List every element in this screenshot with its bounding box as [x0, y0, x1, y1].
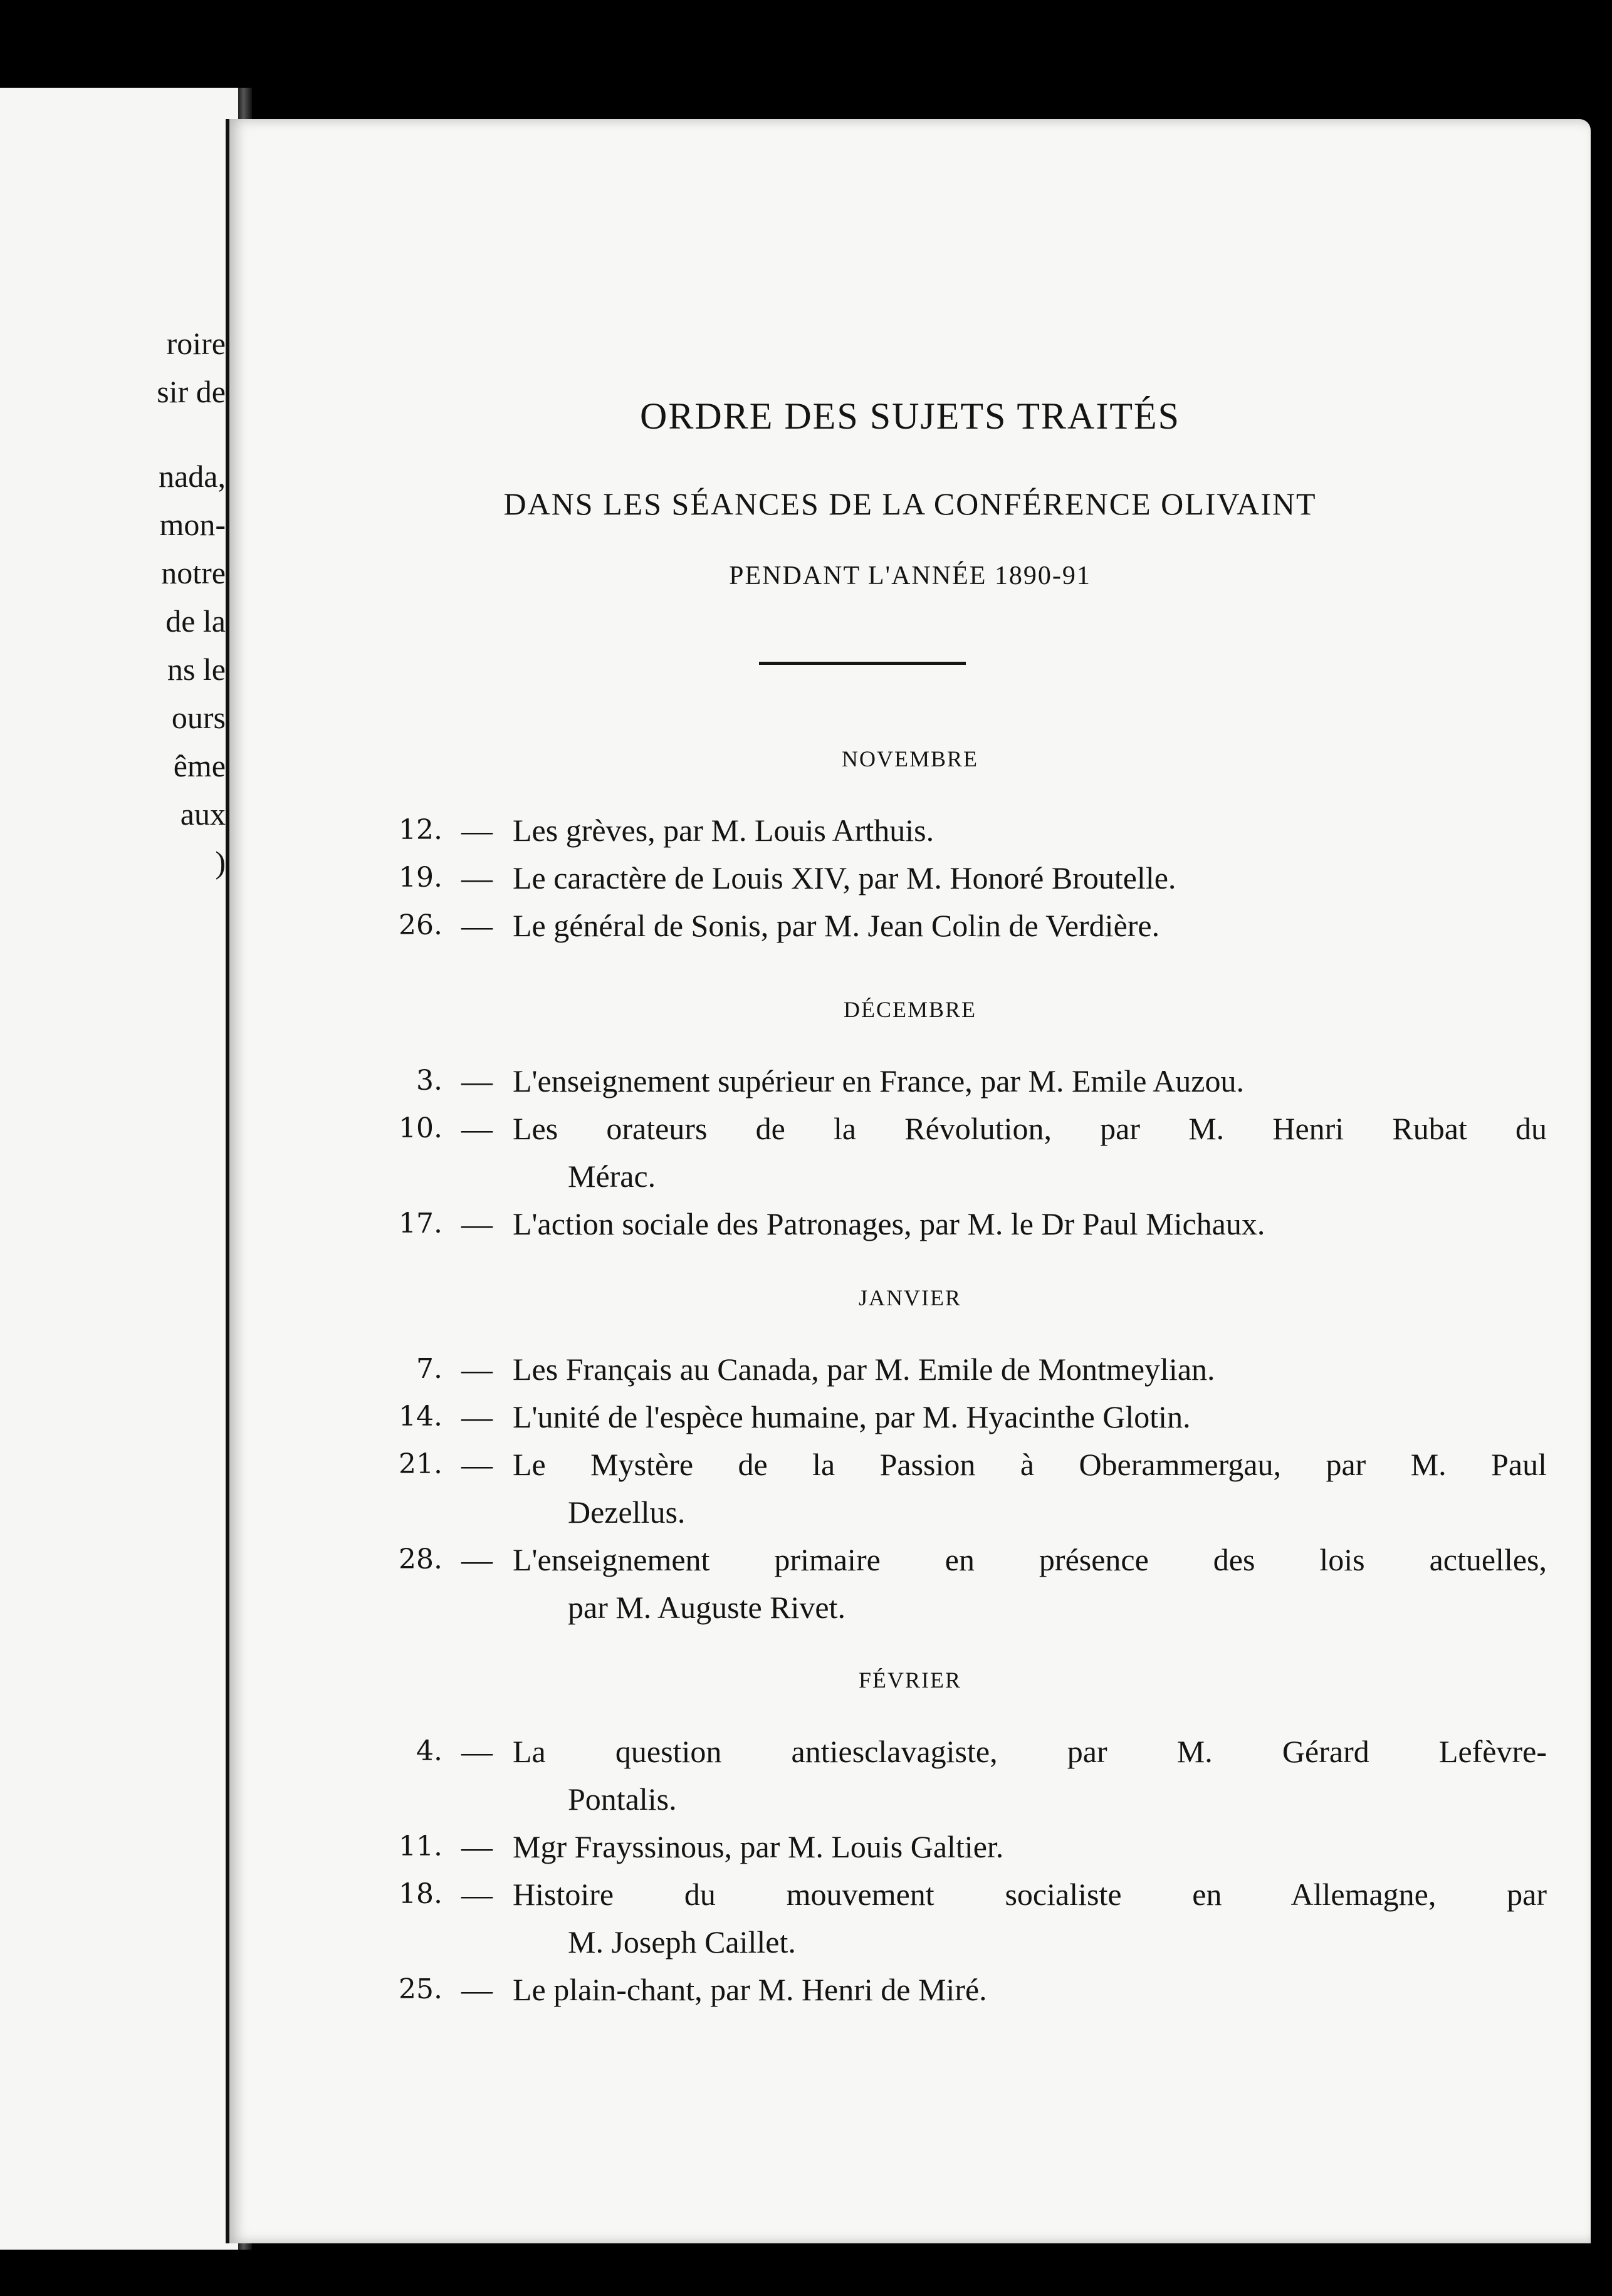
entry-dash: — — [461, 860, 493, 895]
entry-dash: — — [461, 1206, 493, 1241]
entry-dash: — — [461, 813, 493, 848]
entry-text: L'enseignement supérieur en France, par M. Emile Auzou. — [513, 1063, 1244, 1098]
entry-day: 10. — [399, 1112, 442, 1144]
entry-dash: — — [461, 1829, 493, 1864]
entry-day: 18. — [399, 1878, 442, 1910]
entry-day: 17. — [399, 1208, 442, 1239]
section-month: DÉCEMBRE — [843, 997, 976, 1022]
entry-dash: — — [461, 1111, 493, 1146]
left-fragment: aux — [180, 796, 226, 832]
list-item — [229, 1395, 1591, 1439]
entry-day: 12. — [399, 814, 442, 846]
entry-day: 3. — [416, 1065, 442, 1097]
list-item — [229, 1730, 1591, 1773]
left-fragment: mon- — [159, 507, 226, 542]
list-item — [229, 1202, 1591, 1246]
list-item-continuation — [229, 1490, 1591, 1534]
entry-text: L'action sociale des Patronages, par M. le Dr Paul Michaux. — [513, 1206, 1265, 1241]
entry-day: 28. — [399, 1543, 442, 1575]
left-fragment: ours — [171, 700, 226, 735]
entry-dash: — — [461, 1063, 493, 1098]
left-page-text — [0, 320, 226, 887]
entry-text: Le plain-chant, par M. Henri de Miré. — [513, 1972, 987, 2007]
left-page — [0, 88, 238, 2250]
entry-day: 4. — [416, 1735, 442, 1767]
entry-text: L'enseignement primaire en présence des lois actuelles, — [513, 1542, 1547, 1577]
entry-day: 11. — [399, 1830, 442, 1862]
year-line: PENDANT L'ANNÉE 1890-91 — [729, 561, 1091, 590]
entry-text: Le Mystère de la Passion à Oberammergau, par M. Paul — [513, 1447, 1547, 1482]
entry-continuation: Mérac. — [568, 1159, 656, 1194]
entry-text: Le caractère de Louis XIV, par M. Honoré Broutelle. — [513, 860, 1176, 895]
left-fragment: notre — [161, 555, 226, 590]
entry-dash: — — [461, 1734, 493, 1769]
list-item — [229, 1107, 1591, 1151]
entry-text: Les grèves, par M. Louis Arthuis. — [513, 813, 934, 848]
list-item — [229, 1059, 1591, 1103]
entry-dash: — — [461, 1447, 493, 1482]
section-month: FÉVRIER — [858, 1667, 961, 1693]
section-month: NOVEMBRE — [841, 746, 978, 771]
entry-day: 25. — [399, 1973, 442, 2005]
entry-continuation: M. Joseph Caillet. — [568, 1924, 796, 1959]
left-fragment: roire — [166, 326, 226, 361]
entry-text: La question antiesclavagiste, par M. Gérard Lefèvre- — [513, 1734, 1547, 1769]
list-item — [229, 856, 1591, 900]
left-fragment: ême — [173, 748, 226, 783]
right-page — [226, 119, 1591, 2243]
entry-dash: — — [461, 1399, 493, 1434]
entry-day: 19. — [399, 862, 442, 894]
entry-text: Les orateurs de la Révolution, par M. Henri Rubat du — [513, 1111, 1547, 1146]
list-item — [229, 1825, 1591, 1869]
left-fragment: ns le — [167, 652, 226, 687]
entry-dash: — — [461, 1352, 493, 1387]
page-subtitle: DANS LES SÉANCES DE LA CONFÉRENCE OLIVAINT — [503, 486, 1317, 521]
entry-day: 14. — [399, 1401, 442, 1432]
entry-dash: — — [461, 1542, 493, 1577]
entry-text: L'unité de l'espèce humaine, par M. Hyacinthe Glotin. — [513, 1399, 1191, 1434]
entry-text: Mgr Frayssinous, par M. Louis Galtier. — [513, 1829, 1004, 1864]
list-item — [229, 1443, 1591, 1486]
left-fragment: de la — [165, 603, 226, 639]
entry-dash: — — [461, 1877, 493, 1912]
list-item — [229, 1538, 1591, 1582]
entry-day: 7. — [416, 1353, 442, 1385]
separator-rule — [759, 662, 966, 665]
entry-dash: — — [461, 908, 493, 943]
left-fragment: nada, — [159, 459, 226, 494]
entry-continuation: Dezellus. — [568, 1495, 686, 1530]
list-item — [229, 1872, 1591, 1916]
entry-dash: — — [461, 1972, 493, 2007]
entry-day: 21. — [399, 1448, 442, 1480]
entry-text: Le général de Sonis, par M. Jean Colin de Verdière. — [513, 908, 1160, 943]
page-title: ORDRE DES SUJETS TRAITÉS — [640, 395, 1180, 437]
entry-text: Histoire du mouvement socialiste en Allemagne, par — [513, 1877, 1547, 1912]
entry-day: 26. — [399, 909, 442, 941]
list-item — [229, 1347, 1591, 1391]
entry-continuation: par M. Auguste Rivet. — [568, 1590, 846, 1625]
list-item — [229, 1968, 1591, 2012]
list-item-continuation — [229, 1154, 1591, 1198]
entry-continuation: Pontalis. — [568, 1782, 677, 1817]
left-fragment: sir de — [157, 374, 226, 409]
list-item-continuation — [229, 1585, 1591, 1629]
entry-text: Les Français au Canada, par M. Emile de Montmeylian. — [513, 1352, 1215, 1387]
list-item — [229, 808, 1591, 852]
section-month: JANVIER — [859, 1285, 961, 1310]
list-item — [229, 904, 1591, 947]
list-item-continuation — [229, 1777, 1591, 1821]
list-item-continuation — [229, 1920, 1591, 1964]
left-fragment: ) — [215, 845, 226, 880]
